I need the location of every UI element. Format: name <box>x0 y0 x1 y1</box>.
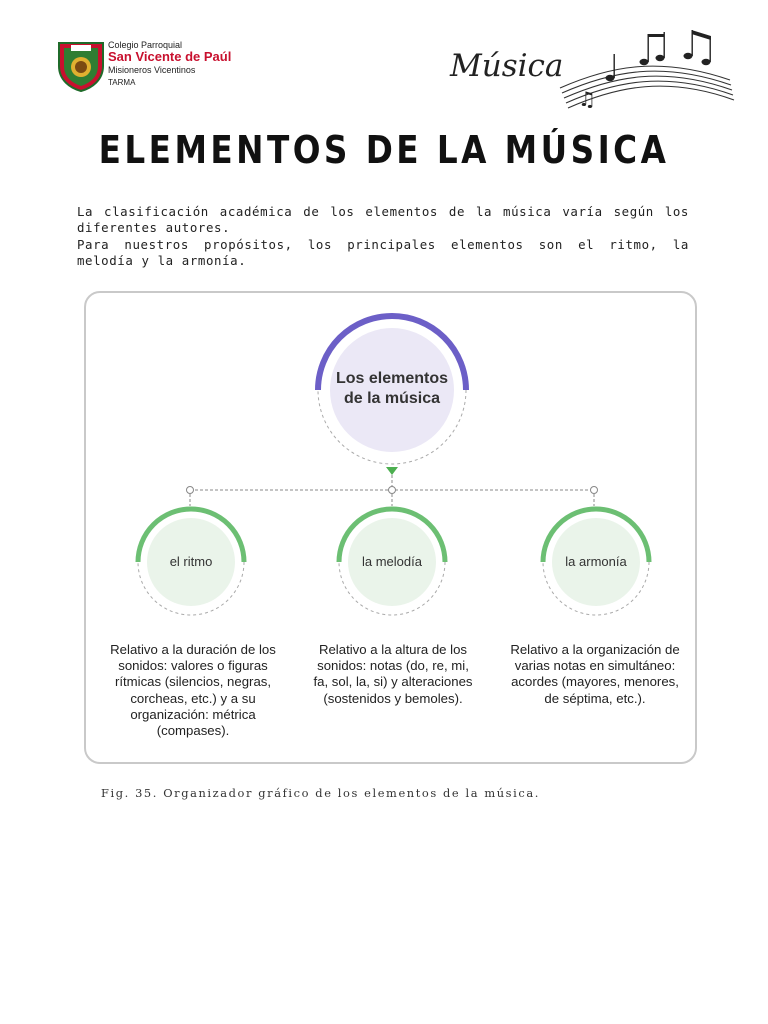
page-title: ELEMENTOS DE LA MÚSICA <box>98 128 670 172</box>
school-name-line3: Misioneros Vicentinos <box>108 65 196 76</box>
music-title-script: Música <box>450 48 564 84</box>
main-node-label-line2: de la música <box>343 390 441 407</box>
down-arrow-icon <box>386 467 398 475</box>
svg-text:♫: ♫ <box>578 87 596 111</box>
connector-dot-center <box>389 487 396 494</box>
intro-paragraph-2: Para nuestros propósitos, los principales elementos son el ritmo, la melodía y la armonía. <box>77 236 689 269</box>
figure-caption: Fig. 35. Organizador gráfico de los elementos de la música. <box>101 786 540 800</box>
school-name-line1: Colegio Parroquial <box>108 40 183 50</box>
school-city: TARMA <box>108 77 136 87</box>
main-node-label <box>312 369 472 409</box>
node-armonia-label: la armonía <box>565 554 627 569</box>
node-melodia-description: Relativo a la altura de los sonidos: notas (do, re, mi, fa, sol, la, si) y alteraciones (sostenidos y bemoles). <box>313 642 473 706</box>
node-melodia-label: la melodía <box>362 554 422 569</box>
node-ritmo-description: Relativo a la duración de los sonidos: valores o figuras rítmicas (silencios, negras, corcheas, etc.) y a su organización: métrica (compases). <box>110 642 276 739</box>
node-ritmo-label: el ritmo <box>169 554 213 569</box>
connector-dot-left <box>187 487 194 494</box>
intro-paragraph-1: La clasificación académica de los elementos de la música varía según los diferentes autores. <box>77 204 689 236</box>
main-node-label-line1: Los elementos <box>335 370 449 387</box>
connector-dot-right <box>591 487 598 494</box>
node-armonia-description: Relativo a la organización de varias notas en simultáneo: acordes (mayores, menores, de séptima, etc.). <box>510 642 680 706</box>
school-name-line2: San Vicente de Paúl <box>108 49 232 65</box>
